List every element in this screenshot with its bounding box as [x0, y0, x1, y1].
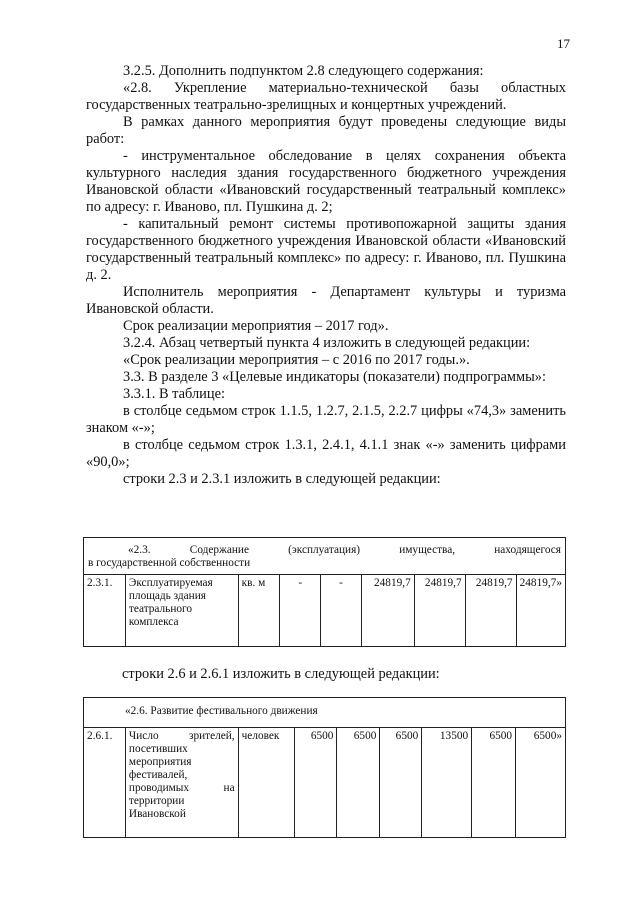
- paragraph: «2.8. Укрепление материально-технической базы областных государственных театрально-зрелищных и концертных учреждений.: [86, 80, 566, 113]
- page-number: 17: [557, 36, 570, 51]
- table-cell: 6500: [337, 728, 380, 838]
- table-cell: 6500»: [516, 728, 566, 838]
- paragraph: «Срок реализации мероприятия – с 2016 по 2017 годы.».: [123, 352, 470, 368]
- table-cell: 6500: [294, 728, 337, 838]
- table-row: [84, 575, 566, 647]
- paragraph: - инструментальное обследование в целях сохранения объекта культурного наследия здания государственного бюджетного учреждения Ивановской области «Ивановский государственный театральный комплекс» по адресу: г. Иваново, пл. Пушкина д. 2;: [86, 148, 566, 215]
- table-2-6: [83, 697, 566, 838]
- paragraph: строки 2.3 и 2.3.1 изложить в следующей редакции:: [123, 471, 441, 487]
- table-row: [84, 728, 566, 838]
- table-cell: Число зрителей, посетивших мероприятия фестивалей, проводимых на территории Ивановской: [125, 728, 238, 838]
- header-line: в государственной собственности: [88, 557, 251, 569]
- table-cell: 6500: [380, 728, 422, 838]
- table-cell: 24819,7: [361, 575, 414, 647]
- table-header-cell: [84, 538, 566, 575]
- paragraph: строки 2.6 и 2.6.1 изложить в следующей редакции:: [122, 666, 440, 682]
- table-header-row: [84, 538, 566, 575]
- body-text: [86, 63, 566, 488]
- table-header-row: [84, 698, 566, 728]
- paragraph: в столбце седьмом строк 1.3.1, 2.4.1, 4.1.1 знак «-» заменить цифрами «90,0»;: [86, 437, 566, 470]
- table-cell: -: [321, 575, 362, 647]
- table-cell: 2.3.1.: [84, 575, 126, 647]
- table-cell: 24819,7: [414, 575, 465, 647]
- paragraph: - капитальный ремонт системы противопожарной защиты здания государственного бюджетного учреждения Ивановской области «Ивановский государственный театральный комплекс» по адресу: г. Иваново, пл. Пушкина д. 2.: [86, 216, 566, 283]
- header-line: «2.3. Содержание (эксплуатация) имущества, находящегося: [128, 544, 561, 556]
- table-cell: человек: [238, 728, 294, 838]
- table-cell: кв. м: [238, 575, 280, 647]
- table-header-cell: «2.6. Развитие фестивального движения: [84, 698, 566, 728]
- paragraph: 3.2.5. Дополнить подпунктом 2.8 следующего содержания:: [123, 63, 484, 79]
- paragraph: 3.2.4. Абзац четвертый пункта 4 изложить в следующей редакции:: [123, 335, 531, 351]
- table-cell: 6500: [472, 728, 516, 838]
- paragraph: Срок реализации мероприятия – 2017 год».: [123, 318, 389, 334]
- paragraph: в столбце седьмом строк 1.1.5, 1.2.7, 2.1.5, 2.2.7 цифры «74,3» заменить знаком «-»;: [86, 403, 566, 436]
- table-cell: 2.6.1.: [84, 728, 126, 838]
- paragraph: 3.3.1. В таблице:: [123, 386, 225, 402]
- table-cell: Эксплуатируемая площадь здания театрального комплекса: [125, 575, 238, 647]
- table-2-3: [83, 537, 566, 647]
- paragraph: 3.3. В разделе 3 «Целевые индикаторы (показатели) подпрограммы»:: [123, 369, 546, 385]
- paragraph: В рамках данного мероприятия будут проведены следующие виды работ:: [86, 114, 566, 147]
- table-cell: 13500: [422, 728, 472, 838]
- paragraph: Исполнитель мероприятия - Департамент культуры и туризма Ивановской области.: [86, 284, 566, 317]
- table-cell: -: [280, 575, 321, 647]
- table-cell: 24819,7: [465, 575, 516, 647]
- table-cell: 24819,7»: [516, 575, 565, 647]
